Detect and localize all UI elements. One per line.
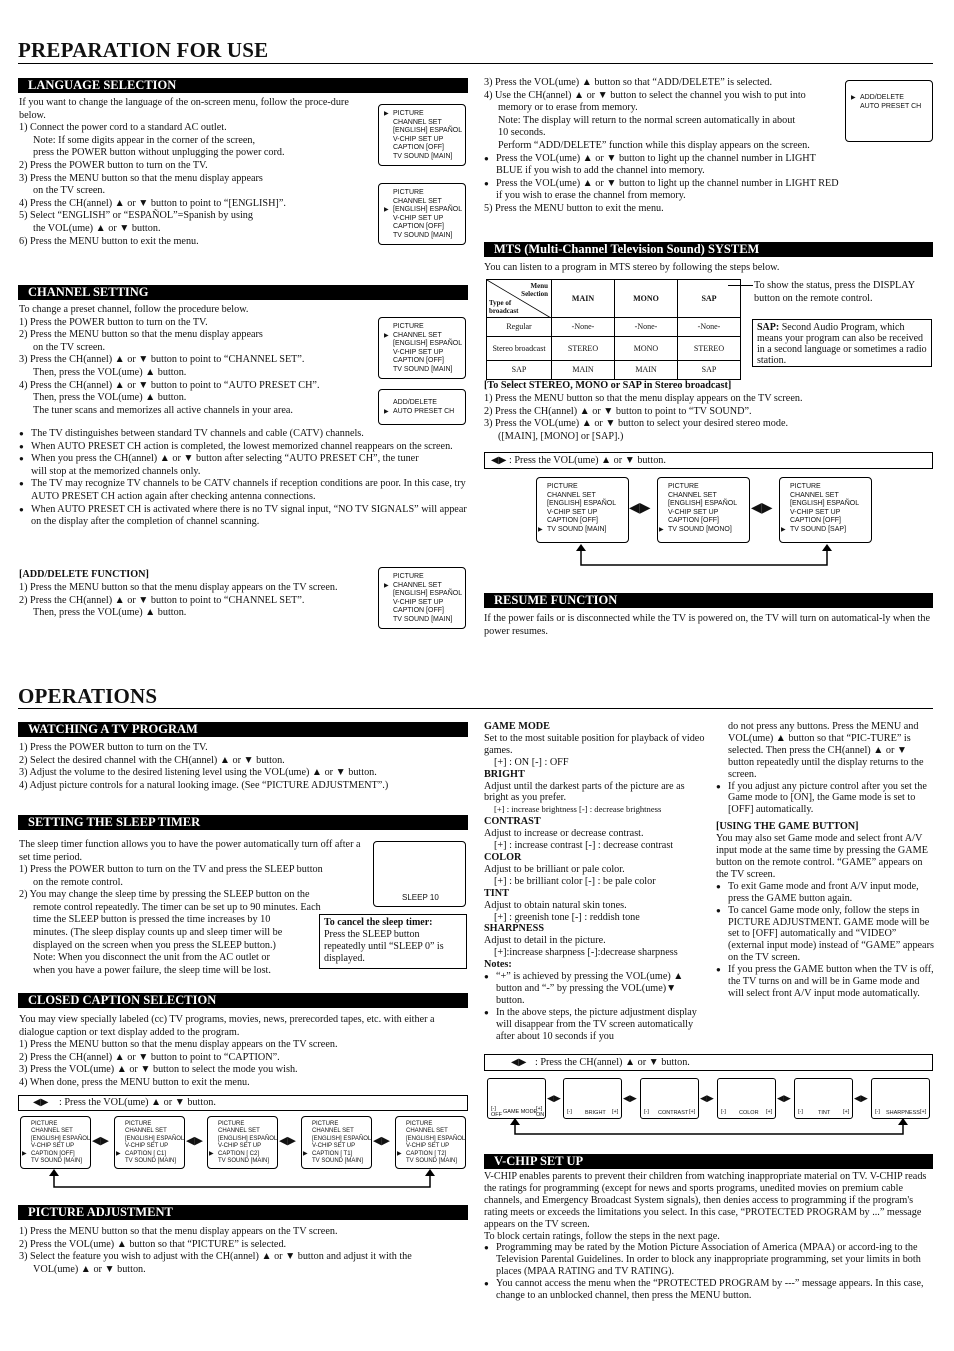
step: 2) Press the POWER button to turn on the TV.: [19, 159, 208, 171]
game-mode-column: [716, 721, 934, 1000]
strip-sharpness: [-] SHARPNESS [+]: [871, 1078, 930, 1119]
step: ([MAIN], [MONO] or [SAP].): [498, 430, 624, 442]
strip-game-mode: [-] OFF GAME MODE [+] ON: [487, 1078, 546, 1119]
mts-table: Menu Selection Type of broadcast MAIN MONO SAP Regular -None- -None- -None- Stereo broadcast STEREO MONO STEREO SAP MAIN MAIN SAP: [486, 279, 741, 380]
resume-text: If the power fails or is disconnected while the TV is powered on, the TV will turn on automatical-ly when the power resumes.: [484, 613, 930, 637]
language-body: [19, 97, 371, 248]
step: time the SLEEP button is pressed the time increases by 10: [33, 914, 271, 926]
step: remote control repeatedly. The timer can be set up to 90 minutes. Each: [33, 901, 321, 913]
vchip-paragraph: V-CHIP enables parents to prevent their children from watching inappropriate material on TV. V-CHIP reads the ratings for programming (except for news and sports programs, unedited movies on premium cable channels, and Emergency Broadcast System signals), then denies access to programming if the program's rating meets or exceeds the limitations you select. In this case, “PROTECTED PROGRAM by ...” message appears on the TV screen.: [484, 1171, 927, 1230]
step: 2) Press the CH(annel) ▲ or ▼ button to point to “CAPTION”.: [19, 1051, 280, 1063]
caption-legend: ◀▶ : Press the VOL(ume) ▲ or ▼ button.: [18, 1095, 468, 1111]
caption-steps: [19, 1039, 469, 1089]
adddel-steps: [19, 582, 379, 620]
step: 4) When done, press the MENU button to exit the menu.: [19, 1076, 250, 1088]
language-intro: If you want to change the language of the on-screen menu, follow the proce-dure below.: [19, 97, 349, 121]
double-arrow-icon: ◀▶: [751, 501, 773, 516]
bullet-item: ● Press the VOL(ume) ▲ or ▼ button to light up the channel number in LIGHT RED if you wish to erase the channel from memory.: [484, 178, 844, 203]
feature-tint: TINT Adjust to obtain natural skin tones. [+] : greenish tone [-] : reddish tone: [484, 887, 640, 923]
section-heading-resume: RESUME FUNCTION: [484, 593, 933, 608]
menu-screen-language-2: PICTURE CHANNEL SET ▶ [ENGLISH] ESPAÑOL V-CHIP SET UP CAPTION [OFF] TV SOUND [MAIN]: [378, 183, 466, 245]
step: 4) Press the CH(annel) ▲ or ▼ button to point to “[ENGLISH]”.: [19, 197, 286, 209]
step: 1) Press the MENU button so that the menu display appears on the TV screen.: [484, 393, 803, 404]
channel-body: [19, 304, 379, 417]
step: 3) Adjust the volume to the desired listening level using the VOL(ume) ▲ or ▼ button.: [19, 767, 377, 779]
game-button-text: You may also set Game mode and select front A/V input mode at the same time by pressing the GAME button on the remote control. “GAME” appears on the TV screen.: [716, 833, 928, 880]
channel-bullets: [19, 428, 469, 529]
step: 5) Select “ENGLISH” or “ESPAÑOL”=Spanish by using: [19, 210, 253, 222]
title-divider: [18, 708, 933, 709]
step: 2) Press the CH(annel) ▲ or ▼ button to point to “TV SOUND”.: [484, 405, 752, 417]
menu-screen-adddel: ▶ ADD/DELETE AUTO PRESET CH: [845, 80, 933, 142]
step: the VOL(ume) ▲ or ▼ button.: [33, 222, 161, 234]
double-arrow-icon: ◀▶: [547, 1093, 561, 1103]
mts-menu-sap: PICTURE CHANNEL SET [ENGLISH] ESPAÑOL V-CHIP SET UP CAPTION [OFF] ▶ TV SOUND [SAP]: [779, 477, 872, 543]
section-heading-watching: WATCHING A TV PROGRAM: [18, 722, 468, 737]
caption-menu-c1: PICTURE CHANNEL SET [ENGLISH] ESPAÑOL V-CHIP SET UP ▶ CAPTION [ C1] TV SOUND [MAIN]: [114, 1116, 185, 1169]
mts-display-note: To show the status, press the DISPLAY button on the remote control.: [754, 280, 915, 304]
picture-features: [484, 721, 706, 1042]
step: 2) Press the VOL(ume) ▲ button so that “PICTURE” is selected.: [19, 1238, 287, 1250]
step: 3) Press the MENU button so that the menu display appears: [19, 172, 263, 184]
step: 1) Press the POWER button to turn on the TV and press the SLEEP button: [19, 864, 323, 875]
line: Then, press the VOL(ume) ▲ button.: [33, 366, 187, 378]
bullet-item: ● To cancel Game mode only, follow the steps in PICTURE ADJUSTMENT. GAME mode will be set to [OFF] automatically and “VIDEO” (external input mode) instead of “GAME” appears on the TV screen.: [716, 905, 934, 965]
line: 2) Press the MENU button so that the menu display appears: [19, 329, 263, 341]
caption-menu-t2: PICTURE CHANNEL SET [ENGLISH] ESPAÑOL V-CHIP SET UP ▶ CAPTION [ T2] TV SOUND [MAIN]: [395, 1116, 466, 1169]
vchip-paragraph-2: To block certain ratings, follow the steps in the next page.: [484, 1230, 720, 1242]
section-heading-picture: PICTURE ADJUSTMENT: [18, 1205, 468, 1220]
strip-contrast: [-] CONTRAST [+]: [640, 1078, 699, 1119]
step: 1) Press the MENU button so that the menu display appears on the TV screen.: [19, 1039, 338, 1050]
line: To change a preset channel, follow the procedure below.: [19, 304, 249, 315]
step: when you have a power failure, the sleep time will be lost.: [33, 964, 271, 976]
double-arrow-icon: ◀▶: [511, 1057, 527, 1068]
step: 6) Press the MENU button to exit the menu.: [19, 235, 199, 247]
bullet-item: ● Programming may be rated by the Motion Picture Association of America (MPAA) or accord-ing to the Television Parental Guidelines. In order to block any inappropriate programming, set your limits in both places (MPAA RATING and TV RATING).: [484, 1242, 934, 1278]
line: Then, press the VOL(ume) ▲ button.: [33, 392, 187, 404]
section-heading-language: LANGUAGE SELECTION: [18, 78, 468, 93]
step: 2) You may change the sleep time by pressing the SLEEP button on the: [19, 889, 310, 901]
step: 3) Press the VOL(ume) ▲ or ▼ button to select your desired stereo mode.: [484, 418, 789, 430]
strip-legend: ◀▶ : Press the CH(annel) ▲ or ▼ button.: [484, 1054, 933, 1071]
adddel-continued: [484, 77, 844, 216]
bullet-item: ● The TV distinguishes between standard TV channels and cable (CATV) channels.: [19, 428, 469, 441]
caption-menu-c2: PICTURE CHANNEL SET [ENGLISH] ESPAÑOL V-CHIP SET UP ▶ CAPTION [ C2] TV SOUND [MAIN]: [207, 1116, 278, 1169]
step: Perform “ADD/DELETE” function while this display appears on the screen.: [498, 139, 810, 151]
step: minutes. (The sleep display counts up and sleep timer will be: [33, 926, 283, 938]
double-arrow-icon: ◀▶: [700, 1093, 714, 1103]
step: 3) Select the feature you wish to adjust with the CH(annel) ▲ or ▼ button and adjust it with the: [19, 1251, 412, 1263]
line: The tuner scans and memorizes all active channels in your area.: [33, 404, 293, 416]
page-title-preparation: PREPARATION FOR USE: [18, 38, 269, 62]
double-arrow-icon: ◀▶: [373, 1135, 390, 1147]
step: 2) Press the CH(annel) ▲ or ▼ button to point to “CHANNEL SET”.: [19, 594, 305, 606]
strip-tint: [-] TINT [+]: [794, 1078, 853, 1119]
step: 4) Use the CH(annel) ▲ or ▼ button to select the channel you wish to put into: [484, 89, 806, 101]
mts-legend: ◀▶ : Press the VOL(ume) ▲ or ▼ button.: [484, 452, 933, 469]
sleep-cancel-box: [319, 914, 467, 969]
feature-sharpness: SHARPNESS Adjust to detail in the picture. [+]:increase sharpness [-]:decrease sharpness: [484, 923, 678, 959]
sap-note-box: SAP: Second Audio Program, which means your program can also be received in a second language or sometimes a radio station.: [752, 319, 932, 367]
leader-line: [728, 285, 753, 286]
step: displayed on the screen when you press the SLEEP button.): [33, 939, 276, 951]
step: Note: When you disconnect the unit from the AC outlet or: [33, 952, 270, 964]
bullet-item: ● Press the VOL(ume) ▲ or ▼ button to light up the channel number in LIGHT BLUE if you wish to add the channel into memory.: [484, 153, 844, 178]
section-heading-caption: CLOSED CAPTION SELECTION: [18, 993, 468, 1008]
bullet-item: ● When AUTO PRESET CH action is completed, the lowest memorized channel reappears on the screen.: [19, 441, 469, 454]
cancel-heading: To cancel the sleep timer:: [324, 917, 433, 928]
game-button-heading: [USING THE GAME BUTTON]: [716, 821, 859, 833]
step: 3) Press the VOL(ume) ▲ button so that “ADD/DELETE” is selected.: [484, 77, 773, 88]
step: 1) Press the MENU button so that the menu display appears on the TV screen.: [19, 1226, 338, 1237]
bullet-item: ● You cannot access the menu when the “PROTECTED PROGRAM by ---” message appears. In this case, change to an unblocked channel, then press the MENU button.: [484, 1278, 934, 1302]
double-arrow-icon: ◀▶: [491, 455, 507, 466]
mts-table-corner: Menu Selection Type of broadcast: [487, 280, 552, 318]
step: 5) Press the MENU button to exit the menu.: [484, 202, 664, 214]
notes-heading: Notes:: [484, 959, 512, 971]
menu-screen-channel-2: ADD/DELETE ▶ AUTO PRESET CH: [378, 389, 466, 425]
menu-screen-language-1: ▶ PICTURE CHANNEL SET [ENGLISH] ESPAÑOL V-CHIP SET UP CAPTION [OFF] TV SOUND [MAIN]: [378, 104, 466, 166]
caption-loop-arrow: [48, 1168, 436, 1192]
menu-screen-channel-3: PICTURE ▶ CHANNEL SET [ENGLISH] ESPAÑOL V-CHIP SET UP CAPTION [OFF] TV SOUND [MAIN]: [378, 567, 466, 629]
bullet-item: ● If you press the GAME button when the TV is off, the TV turns on and will be in Game mode and will select front A/V input mode automatically.: [716, 964, 934, 1000]
step: 10 seconds.: [498, 127, 546, 139]
feature-game-mode: GAME MODE Set to the most suitable position for playback of video games. [+] : ON [-] : OFF: [484, 721, 705, 768]
vchip-body: [484, 1171, 934, 1302]
picture-steps: [19, 1226, 469, 1276]
double-arrow-icon: ◀▶: [623, 1093, 637, 1103]
caption-menu-off: PICTURE CHANNEL SET [ENGLISH] ESPAÑOL V-CHIP SET UP ▶ CAPTION [OFF] TV SOUND [MAIN]: [20, 1116, 91, 1169]
section-heading-mts: MTS (Multi-Channel Television Sound) SYSTEM: [484, 242, 933, 257]
step: 1) Press the MENU button so that the menu display appears on the TV screen.: [19, 582, 338, 593]
mts-loop-arrow: [575, 543, 835, 569]
step: 3) Press the VOL(ume) ▲ or ▼ button to select the mode you wish.: [19, 1064, 298, 1076]
sleep-steps: [19, 864, 369, 977]
line: 3) Press the CH(annel) ▲ or ▼ button to point to “CHANNEL SET”.: [19, 354, 305, 366]
note: Note: If some digits appear in the corner of the screen,: [33, 134, 256, 146]
feature-contrast: CONTRAST Adjust to increase or decrease contrast. [+] : increase contrast [-] : decrease contrast: [484, 816, 674, 852]
bullet-item: ● To exit Game mode and front A/V input mode, press the GAME button again.: [716, 881, 934, 905]
caption-intro: You may view specially labeled (cc) TV programs, movies, news, prerecorded tapes, etc. with either a dialogue caption or text display added to the program.: [19, 1014, 435, 1038]
double-arrow-icon: ◀▶: [854, 1093, 868, 1103]
step: on the remote control.: [33, 876, 123, 888]
mts-menu-mono: PICTURE CHANNEL SET [ENGLISH] ESPAÑOL V-CHIP SET UP CAPTION [OFF] ▶ TV SOUND [MONO]: [657, 477, 750, 543]
cancel-text: Press the SLEEP button repeatedly until “SLEEP 0” is displayed.: [324, 929, 444, 964]
double-arrow-icon: ◀▶: [186, 1135, 203, 1147]
double-arrow-icon: ◀▶: [629, 501, 651, 516]
bullet-item: ● When you press the CH(annel) ▲ or ▼ button after selecting “AUTO PRESET CH”, the tuner will stop at the memorized channels only.: [19, 453, 469, 478]
double-arrow-icon: ◀▶: [92, 1135, 109, 1147]
strip-bright: [-] BRIGHT [+]: [563, 1078, 622, 1119]
note-item: ● In the above steps, the picture adjustment display will disappear from the TV screen automatically after about 10 seconds if you: [484, 1007, 706, 1043]
section-heading-vchip: V-CHIP SET UP: [484, 1154, 933, 1169]
strip-color: [-] COLOR [+]: [717, 1078, 776, 1119]
mts-select-heading: [To Select STEREO, MONO or SAP in Stereo broadcast]: [484, 380, 732, 391]
note-line: Note: The display will return to the normal screen automatically in about: [498, 114, 796, 126]
double-arrow-icon: ◀▶: [777, 1093, 791, 1103]
step: on the TV screen.: [33, 185, 106, 197]
mts-intro: You can listen to a program in MTS stereo by following the steps below.: [484, 262, 780, 273]
watching-steps: [19, 742, 469, 792]
double-arrow-icon: ◀▶: [279, 1135, 296, 1147]
step: press the POWER button without unplugging the power cord.: [33, 147, 285, 159]
section-heading-sleep: SETTING THE SLEEP TIMER: [18, 815, 468, 830]
step: 1) Connect the power cord to a standard AC outlet.: [19, 122, 227, 134]
step: VOL(ume) ▲ or ▼ button.: [33, 1263, 146, 1275]
title-divider: [18, 63, 933, 64]
sleep-screen: [373, 841, 466, 907]
bullet-item: ● The TV may recognize TV channels to be CATV channels if reception conditions are poor. In this case, try AUTO PRESET CH action again after checking antenna connections.: [19, 478, 469, 503]
line: 4) Press the CH(annel) ▲ or ▼ button to point to “AUTO PRESET CH”.: [19, 379, 320, 391]
step: 2) Select the desired channel with the CH(annel) ▲ or ▼ button.: [19, 754, 285, 766]
sleep-intro: The sleep timer function allows you to have the power automatically turn off after a set time period.: [19, 839, 361, 863]
line: 1) Press the POWER button to turn on the TV.: [19, 316, 208, 328]
step: Then, press the VOL(ume) ▲ button.: [33, 607, 187, 619]
step: memory or to erase from memory.: [498, 102, 638, 114]
line: on the TV screen.: [33, 341, 106, 353]
sleep-screen-text: SLEEP 10: [402, 893, 439, 902]
bullet-item: ● When AUTO PRESET CH is activated where there is no TV signal input, “NO TV SIGNALS” will appear on the display after the completion of channel scanning.: [19, 504, 469, 529]
feature-color: COLOR Adjust to be brilliant or pale color. [+] : be brilliant color [-] : be pale color: [484, 851, 656, 887]
feature-bright: BRIGHT Adjust until the darkest parts of the picture are as bright as you prefer. [+] : increase brightness [-] : decrease brightness: [484, 768, 685, 815]
step: 1) Press the POWER button to turn on the TV.: [19, 742, 208, 753]
continued-text: do not press any buttons. Press the MENU and VOL(ume) ▲ button so that “PIC-TURE” is selected. Then press the CH(annel) ▲ or ▼ button repeatedly until the display returns to the screen.: [728, 721, 924, 780]
bullet-item: ● If you adjust any picture control after you set the Game mode to [ON], the Game mode is set to [OFF] automatically.: [716, 781, 934, 817]
section-heading-channel: CHANNEL SETTING: [18, 285, 468, 300]
adddel-heading: [ADD/DELETE FUNCTION]: [19, 569, 149, 580]
mts-steps: [484, 393, 929, 443]
step: 4) Adjust picture controls for a natural looking image. (See “PICTURE ADJUSTMENT”.): [19, 779, 389, 791]
strip-loop-arrow: [509, 1117, 909, 1139]
mts-menu-main: PICTURE CHANNEL SET [ENGLISH] ESPAÑOL V-CHIP SET UP CAPTION [OFF] ▶ TV SOUND [MAIN]: [536, 477, 629, 543]
menu-screen-channel-1: PICTURE ▶ CHANNEL SET [ENGLISH] ESPAÑOL V-CHIP SET UP CAPTION [OFF] TV SOUND [MAIN]: [378, 317, 466, 379]
language-steps: [19, 122, 371, 248]
page-title-operations: OPERATIONS: [18, 684, 158, 708]
note-item: ● “+” is achieved by pressing the VOL(ume) ▲ button and “-” by pressing the VOL(ume)▼ button.: [484, 971, 706, 1007]
caption-menu-t1: PICTURE CHANNEL SET [ENGLISH] ESPAÑOL V-CHIP SET UP ▶ CAPTION [ T1] TV SOUND [MAIN]: [301, 1116, 372, 1169]
double-arrow-icon: ◀▶: [33, 1097, 49, 1108]
